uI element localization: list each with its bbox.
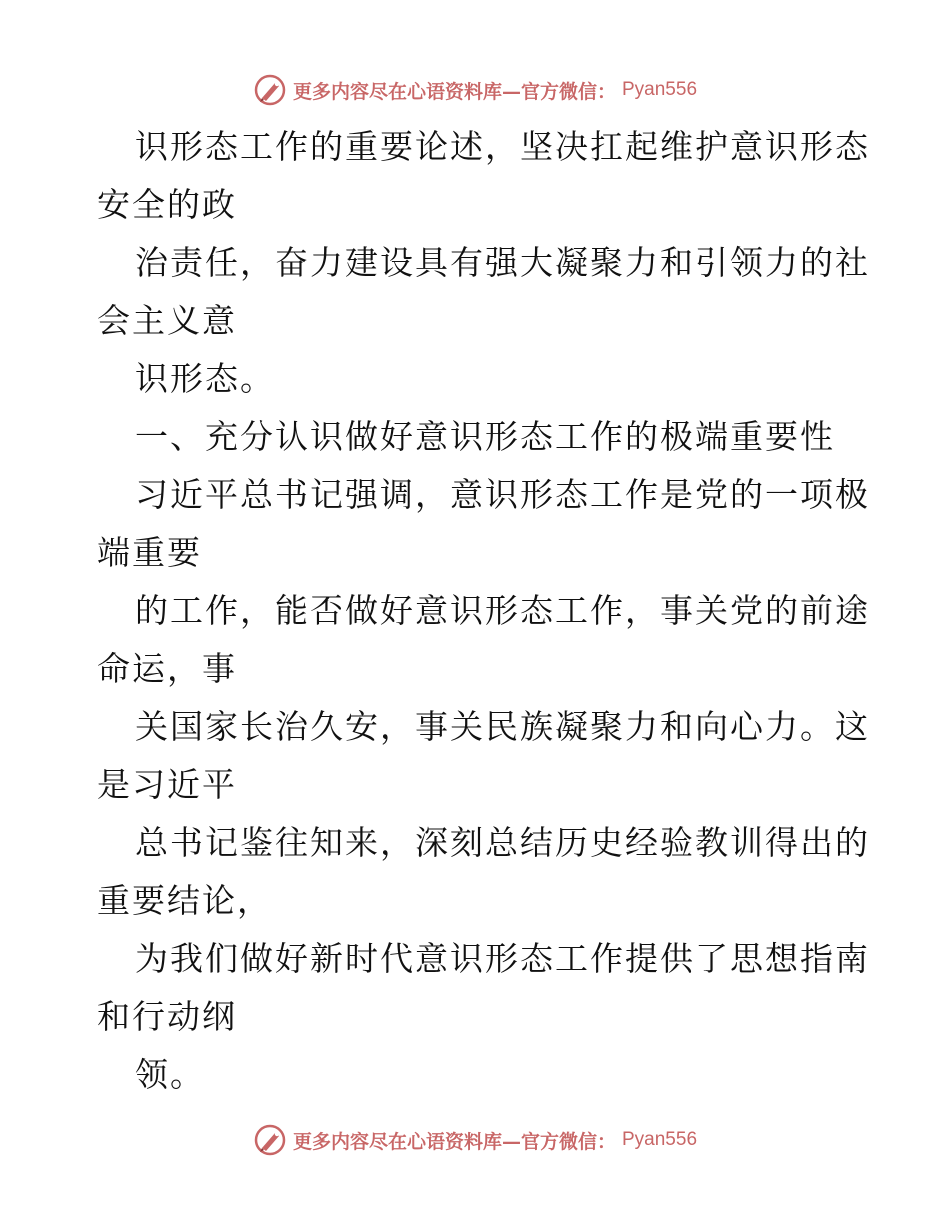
text-line: 治责任，奋力建设具有强大凝聚力和引领力的社 <box>135 243 870 282</box>
text-line: 命运，事 <box>97 649 237 688</box>
footer-banner <box>0 1120 950 1160</box>
text-line: 关国家长治久安，事关民族凝聚力和向心力。这 <box>135 707 870 746</box>
body-text <box>97 118 870 1104</box>
pen-logo-icon <box>253 1123 287 1157</box>
text-line: 的工作，能否做好意识形态工作，事关党的前途 <box>135 591 870 630</box>
text-line: 端重要 <box>97 533 202 572</box>
footer-account: Pyan556 <box>622 1129 698 1150</box>
section-heading: 一、充分认识做好意识形态工作的极端重要性 <box>135 417 835 456</box>
text-line: 总书记鉴往知来，深刻总结历史经验教训得出的 <box>135 823 870 862</box>
text-line: 是习近平 <box>97 765 237 804</box>
text-line: 领。 <box>135 1055 205 1094</box>
header-banner <box>0 70 950 110</box>
text-line: 重要结论， <box>97 881 272 920</box>
text-line: 识形态工作的重要论述，坚决扛起维护意识形态 <box>135 127 870 166</box>
text-line: 为我们做好新时代意识形态工作提供了思想指南 <box>135 939 870 978</box>
text-line: 和行动纲 <box>97 997 237 1036</box>
pen-logo-icon <box>253 73 287 107</box>
text-line: 习近平总书记强调，意识形态工作是党的一项极 <box>135 475 870 514</box>
footer-slogan: 更多内容尽在心语资料库—官方微信： <box>292 1130 616 1153</box>
text-line: 识形态。 <box>135 359 275 398</box>
header-slogan: 更多内容尽在心语资料库—官方微信： <box>292 80 616 103</box>
header-account: Pyan556 <box>622 79 698 100</box>
text-line: 安全的政 <box>97 185 237 224</box>
text-line: 会主义意 <box>97 301 237 340</box>
